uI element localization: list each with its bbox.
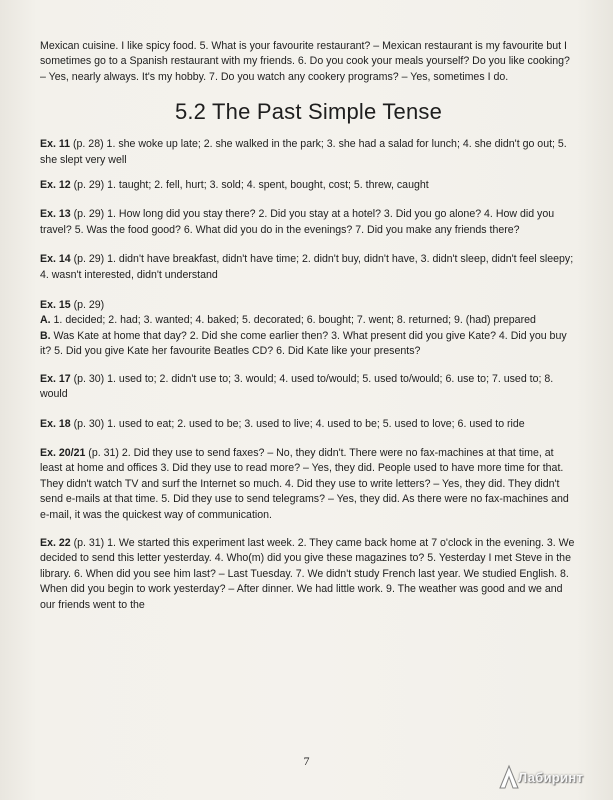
watermark-text: Лабиринт [518,770,584,785]
exercise-text: (p. 29) 1. How long did you stay there? 2. Did you stay at a hotel? 3. Did you go alone? 4. How did you travel? 5. Was the food good? 6. What did you do in the evenings? 7. Did you make any friends there? [40,208,555,236]
exercise-15 [40,298,577,360]
exercise-text: (p. 30) 1. used to eat; 2. used to be; 3. used to live; 4. used to be; 5. used to love; 6. used to ride [70,417,525,430]
exercise-15-part-a [40,313,577,328]
exercise-label: Ex. 15 [40,299,71,312]
exercise-label: Ex. 12 [40,179,71,192]
exercise-18 [40,417,577,432]
exercise-text: (p. 31) 2. Did they use to send faxes? – No, they didn't. There were no fax-machines at that time, at least at home and offices 3. Did they use to read more? – Yes, they did. People used to have more time for that. They didn't watch TV and surf the Internet so much. 4. Did they use to write letters? – Yes, they did. They didn't send e-mails at that time. 5. Did they use to send telegrams? – Yes, they did. As there were no fax-machines and e-mail, it was the quickest way of communication. [40,446,569,521]
exercise-page: (p. 29) [70,299,105,312]
exercise-text: (p. 29) 1. taught; 2. fell, hurt; 3. sold; 4. spent, bought, cost; 5. threw, caught [70,179,429,192]
part-b-text: Was Kate at home that day? 2. Did she come earlier then? 3. What present did you give Kate? 4. Did you buy it? 5. Did you give Kate her favourite Beatles CD? 6. Did Kate like your presents? [40,329,567,358]
exercise-label: Ex. 17 [40,372,71,385]
exercise-15-heading [40,298,577,313]
exercise-text: (p. 29) 1. didn't have breakfast, didn't have time; 2. didn't buy, didn't have, 3. didn't sleep, didn't feel sleepy; 4. wasn't interested, didn't understand [40,253,574,281]
exercise-text: (p. 30) 1. used to; 2. didn't use to; 3. would; 4. used to/would; 5. used to/would; 6. use to; 7. used to; 8. would [40,372,554,401]
exercise-label: Ex. 13 [40,208,71,221]
part-a-text: 1. decided; 2. had; 3. wanted; 4. baked; 5. decorated; 6. bought; 7. went; 8. returned; 9. (had) prepared [50,314,536,327]
part-a-label: A. [40,314,51,327]
exercise-11 [40,137,577,168]
exercise-label: Ex. 14 [40,253,71,266]
exercise-22 [40,536,577,613]
exercise-label: Ex. 20/21 [40,446,86,459]
exercise-15-part-b [40,329,577,360]
exercise-14 [40,252,577,283]
page-content [40,39,577,613]
part-b-label: B. [40,329,51,342]
section-title: 5.2 The Past Simple Tense [174,99,443,125]
exercise-text: (p. 28) 1. she woke up late; 2. she walked in the park; 3. she had a salad for lunch; 4. she didn't go out; 5. she slept very well [40,138,567,166]
exercise-17 [40,372,577,403]
exercise-20-21 [40,446,577,523]
store-watermark [498,764,603,790]
exercise-label: Ex. 11 [40,138,71,151]
exercise-13 [40,207,577,238]
exercise-text: (p. 31) 1. We started this experiment last week. 2. They came back home at 7 o'clock in the evening. 3. We decided to send this letter yesterday. 4. Who(m) did you give these magazines to? 5. Yesterday I met Steve in the library. 6. When did you see him last? – Last Tuesday. 7. We didn't study French last year. We studied English. 8. When did you begin to work yesterday? – After dinner. We had little work. 9. The weather was good and we and our friends went to the [40,536,575,611]
exercise-label: Ex. 22 [40,536,71,549]
intro-paragraph: Mexican cuisine. I like spicy food. 5. What is your favourite restaurant? – Mexican restaurant is my favourite but I sometimes go to a Spanish restaurant with my friends. 6. Do you cook your meals yourself? Do you like cooking? – Yes, nearly always. It's my hobby. 7. Do you watch any cookery programs? – Yes, sometimes I do. [40,40,570,83]
exercise-12 [40,178,577,193]
exercise-label: Ex. 18 [40,417,71,430]
page-number: 7 [303,754,310,768]
